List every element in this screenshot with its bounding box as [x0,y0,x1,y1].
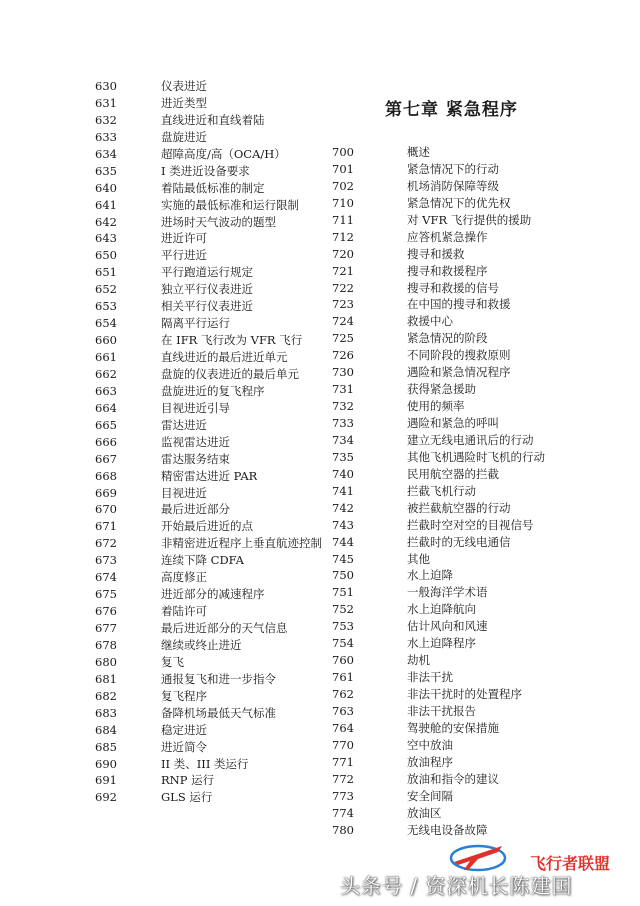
toc-entry [95,332,335,349]
section-title: 目视进近 [161,485,207,500]
toc-entry [95,349,335,366]
section-title: 遇险和紧急情况程序 [407,365,511,380]
section-code: 763 [332,703,354,718]
toc-entry [332,805,622,822]
section-code: 764 [332,720,354,735]
toc-entry [95,247,335,264]
section-code: 635 [95,163,117,178]
section-code: 683 [95,705,117,720]
toc-entry [95,129,335,146]
section-title: 仪表进近 [161,79,207,93]
toc-entry [332,432,622,449]
toc-entry [95,468,335,485]
section-title: 估计风向和风速 [407,619,488,634]
section-code: 681 [95,671,117,686]
section-code: 632 [95,112,117,127]
section-code: 741 [332,483,354,498]
toc-entry [95,485,335,502]
toc-entry [95,298,335,315]
section-code: 662 [95,366,117,381]
section-code: 712 [332,229,354,244]
section-title: RNP 运行 [161,773,215,788]
section-title: 拦截时的无线电通信 [407,534,511,549]
section-code: 664 [95,400,117,415]
section-code: 761 [332,670,354,685]
toc-entry [332,398,622,415]
section-code: 691 [95,773,117,788]
toc-entry [95,78,335,95]
section-code: 669 [95,485,117,500]
section-title: 最后进近部分的天气信息 [161,621,288,635]
toc-entry [95,654,335,671]
section-title: 监视雷达进近 [161,434,230,449]
toc-entry [332,483,622,500]
section-code: 667 [95,451,117,466]
section-code: 665 [95,417,117,432]
section-code: 692 [95,790,117,805]
section-code: 663 [95,383,117,398]
section-code: 732 [332,399,354,414]
toc-entry [95,417,335,434]
section-title: 平行进近 [161,248,207,263]
section-title: 获得紧急援助 [407,382,476,397]
toc-entry [332,415,622,432]
toc-entry [95,603,335,620]
section-title: 连续下降 CDFA [161,553,244,568]
section-code: 702 [332,178,354,193]
section-code: 678 [95,637,117,652]
toc-entry [332,771,622,788]
section-title: 水上迫降航向 [407,602,476,617]
section-code: 677 [95,621,117,635]
section-title: 安全间隔 [407,788,453,803]
toc-entry [95,518,335,535]
section-code: 653 [95,299,117,314]
section-code: 760 [332,653,354,668]
section-title: 被拦截航空器的行动 [407,500,511,515]
toc-entry [95,722,335,739]
section-code: 762 [332,687,354,701]
section-title: 紧急情况下的行动 [407,161,499,176]
toc-entry [332,584,622,601]
section-title: 进近类型 [161,95,207,110]
toc-entry [95,434,335,451]
section-code: 700 [332,145,354,159]
section-code: 672 [95,536,117,551]
section-code: 731 [332,382,354,397]
section-title: 隔离平行运行 [161,316,230,331]
section-title: 直线进近和直线着陆 [161,112,265,127]
toc-entry [95,230,335,247]
toc-entry [95,501,335,518]
toc-entry [332,686,622,703]
toc-entry [95,535,335,552]
section-code: 642 [95,214,117,229]
section-title: 非精密进近程序上垂直航迹控制 [161,536,322,551]
section-title: 复飞程序 [161,688,207,703]
section-title: 进近部分的减速程序 [161,587,265,602]
toc-entry [332,754,622,771]
section-title: 搜寻和救援程序 [407,263,488,278]
section-title: 水上迫降 [407,568,453,583]
toc-entry [95,705,335,722]
section-title: 独立平行仪表进近 [161,282,253,297]
section-title: 继续或终止进近 [161,637,242,652]
toc-entry [95,739,335,756]
section-code: 743 [332,517,354,532]
section-code: 773 [332,788,354,803]
section-title: 劫机 [407,653,430,668]
toc-entry [95,552,335,569]
section-title: 放油和指令的建议 [407,771,499,786]
section-code: 752 [332,602,354,617]
section-code: 753 [332,619,354,634]
toc-entry [95,264,335,281]
section-title: 进近许可 [161,231,207,246]
toc-entry [95,688,335,705]
toc-entry [95,586,335,603]
section-code: 652 [95,282,117,297]
section-title: 水上迫降程序 [407,636,476,651]
section-title: 相关平行仪表进近 [161,299,253,314]
toc-entry [332,178,622,195]
section-title: 拦截时空对空的目视信号 [407,517,534,532]
toc-entry [332,720,622,737]
section-code: 690 [95,756,117,771]
section-code: 710 [332,195,354,210]
section-title: 盘旋进近 [161,129,207,144]
section-code: 641 [95,197,117,212]
section-code: 685 [95,739,117,754]
section-title: 机场消防保障等级 [407,178,499,193]
section-title: 在中国的搜寻和救援 [407,297,511,312]
section-title: 在 IFR 飞行改为 VFR 飞行 [161,333,303,348]
section-title: 盘旋的仪表进近的最后单元 [161,366,299,381]
toc-entry [95,180,335,197]
toc-entry [95,315,335,332]
section-title: 开始最后进近的点 [161,519,253,534]
section-title: 稳定进近 [161,722,207,737]
section-code: 680 [95,654,117,669]
section-code: 661 [95,350,117,364]
section-code: 660 [95,333,117,348]
toc-right-column [332,144,622,838]
toc-entry [332,788,622,805]
toc-entry [332,280,622,297]
section-code: 771 [332,754,354,769]
section-code: 751 [332,585,354,600]
section-title: 救援中心 [407,314,453,329]
section-title: 盘旋进近的复飞程序 [161,383,265,398]
toc-entry [95,451,335,468]
toc-entry [95,569,335,586]
section-code: 720 [332,246,354,261]
section-title: 非法干扰报告 [407,703,476,718]
section-title: 不同阶段的搜救原则 [407,348,511,363]
section-code: 734 [332,432,354,447]
toc-entry [332,652,622,669]
section-title: 使用的频率 [407,399,465,414]
section-title: 民用航空器的拦截 [407,466,499,481]
toc-entry [332,195,622,212]
toc-entry [332,212,622,229]
section-title: 应答机紧急操作 [407,229,488,244]
section-title: 放油区 [407,805,442,820]
section-title: 目视进近引导 [161,400,230,415]
section-title: 复飞 [161,654,184,669]
section-title: 精密雷达进近 PAR [161,468,258,483]
section-code: 640 [95,180,117,195]
section-code: 774 [332,805,354,820]
section-title: 非法干扰时的处置程序 [407,687,522,701]
section-title: 其他 [407,551,430,566]
section-code: 724 [332,314,354,329]
toc-entry [332,364,622,381]
section-title: 进场时天气波动的题型 [161,214,276,229]
toc-left-column [95,78,335,806]
section-code: 726 [332,348,354,363]
section-title: 非法干扰 [407,670,453,685]
toc-entry [95,789,335,806]
toc-entry [332,466,622,483]
section-code: 666 [95,434,117,449]
toc-entry [95,637,335,654]
section-code: 651 [95,265,117,280]
section-code: 770 [332,737,354,752]
toc-entry [95,146,335,163]
section-code: 742 [332,500,354,515]
section-code: 650 [95,248,117,263]
logo-text: 飞行者联盟 [530,854,611,873]
section-code: 735 [332,449,354,464]
toc-entry [332,144,622,161]
section-code: 631 [95,95,117,110]
toc-entry [332,347,622,364]
section-title: 其他飞机遇险时飞机的行动 [407,449,545,464]
section-title: 雷达服务结束 [161,451,230,466]
section-title: 紧急情况的阶段 [407,331,488,346]
section-code: 633 [95,129,117,144]
chapter-title: 第七章 紧急程序 [385,100,518,120]
section-code: 733 [332,416,354,430]
section-code: 654 [95,316,117,331]
section-code: 723 [332,297,354,312]
section-title: 对 VFR 飞行提供的援助 [407,212,532,227]
section-code: 682 [95,688,117,703]
section-title: 雷达进近 [161,417,207,432]
toc-entry [332,635,622,652]
section-title: 备降机场最低天气标准 [161,705,276,720]
section-title: 进近简令 [161,739,207,754]
toc-entry [95,383,335,400]
toc-entry [332,246,622,263]
section-code: 670 [95,502,117,517]
toc-entry [332,161,622,178]
toc-entry [95,281,335,298]
section-code: 634 [95,146,117,161]
section-code: 754 [332,636,354,651]
section-title: 一般海洋学术语 [407,585,488,600]
section-title: 着陆许可 [161,604,207,619]
watermark-text: 头条号 / 资深机长陈建国 [340,874,573,898]
section-code: 630 [95,79,117,93]
toc-entry [332,449,622,466]
section-code: 711 [332,212,354,227]
section-title: 无线电设备故障 [407,822,488,837]
section-code: 744 [332,534,354,549]
toc-entry [95,756,335,773]
toc-entry [332,229,622,246]
toc-entry [332,313,622,330]
section-code: 643 [95,231,117,246]
section-code: 722 [332,280,354,295]
toc-entry [95,214,335,231]
toc-entry [332,669,622,686]
section-title: 紧急情况下的优先权 [407,195,511,210]
section-title: 驾驶舱的安保措施 [407,720,499,735]
toc-entry [332,567,622,584]
section-title: 搜寻和救援的信号 [407,280,499,295]
section-code: 671 [95,519,117,534]
section-title: 通报复飞和进一步指令 [161,671,276,686]
section-code: 673 [95,553,117,568]
section-title: 遇险和紧急的呼叫 [407,416,499,430]
section-title: II 类、III 类运行 [161,756,249,771]
section-title: 拦截飞机行动 [407,483,476,498]
section-title: 建立无线电通讯后的行动 [407,432,534,447]
section-code: 676 [95,604,117,619]
section-code: 730 [332,365,354,380]
section-title: 概述 [407,145,430,159]
section-code: 668 [95,468,117,483]
section-title: I 类进近设备要求 [161,163,250,178]
toc-entry [332,551,622,568]
section-code: 675 [95,587,117,602]
toc-entry [95,671,335,688]
section-code: 684 [95,722,117,737]
toc-entry [95,772,335,789]
section-title: 实施的最低标准和运行限制 [161,197,299,212]
toc-entry [332,517,622,534]
section-title: 直线进近的最后进近单元 [161,350,288,364]
section-title: 平行跑道运行规定 [161,265,253,280]
toc-entry [332,263,622,280]
toc-entry [332,330,622,347]
section-title: 空中放油 [407,737,453,752]
toc-entry [95,620,335,637]
toc-entry [95,112,335,129]
toc-entry [332,500,622,517]
toc-entry [332,601,622,618]
toc-entry [332,703,622,720]
toc-entry [95,163,335,180]
section-code: 701 [332,161,354,176]
section-code: 721 [332,263,354,278]
toc-entry [332,534,622,551]
section-title: 高度修正 [161,570,207,585]
toc-entry [95,197,335,214]
toc-entry [95,366,335,383]
toc-entry [95,400,335,417]
toc-entry [332,737,622,754]
section-code: 780 [332,822,354,837]
toc-entry [95,95,335,112]
section-code: 740 [332,466,354,481]
section-code: 674 [95,570,117,585]
section-title: 着陆最低标准的制定 [161,180,265,195]
section-title: GLS 运行 [161,790,213,805]
toc-entry [332,296,622,313]
section-title: 超障高度/高（OCA/H） [161,146,286,161]
section-code: 750 [332,568,354,583]
section-title: 搜寻和援救 [407,246,465,261]
section-code: 745 [332,551,354,566]
toc-entry [332,381,622,398]
section-code: 725 [332,331,354,346]
section-title: 放油程序 [407,754,453,769]
section-title: 最后进近部分 [161,502,230,517]
section-code: 772 [332,771,354,786]
toc-entry [332,618,622,635]
